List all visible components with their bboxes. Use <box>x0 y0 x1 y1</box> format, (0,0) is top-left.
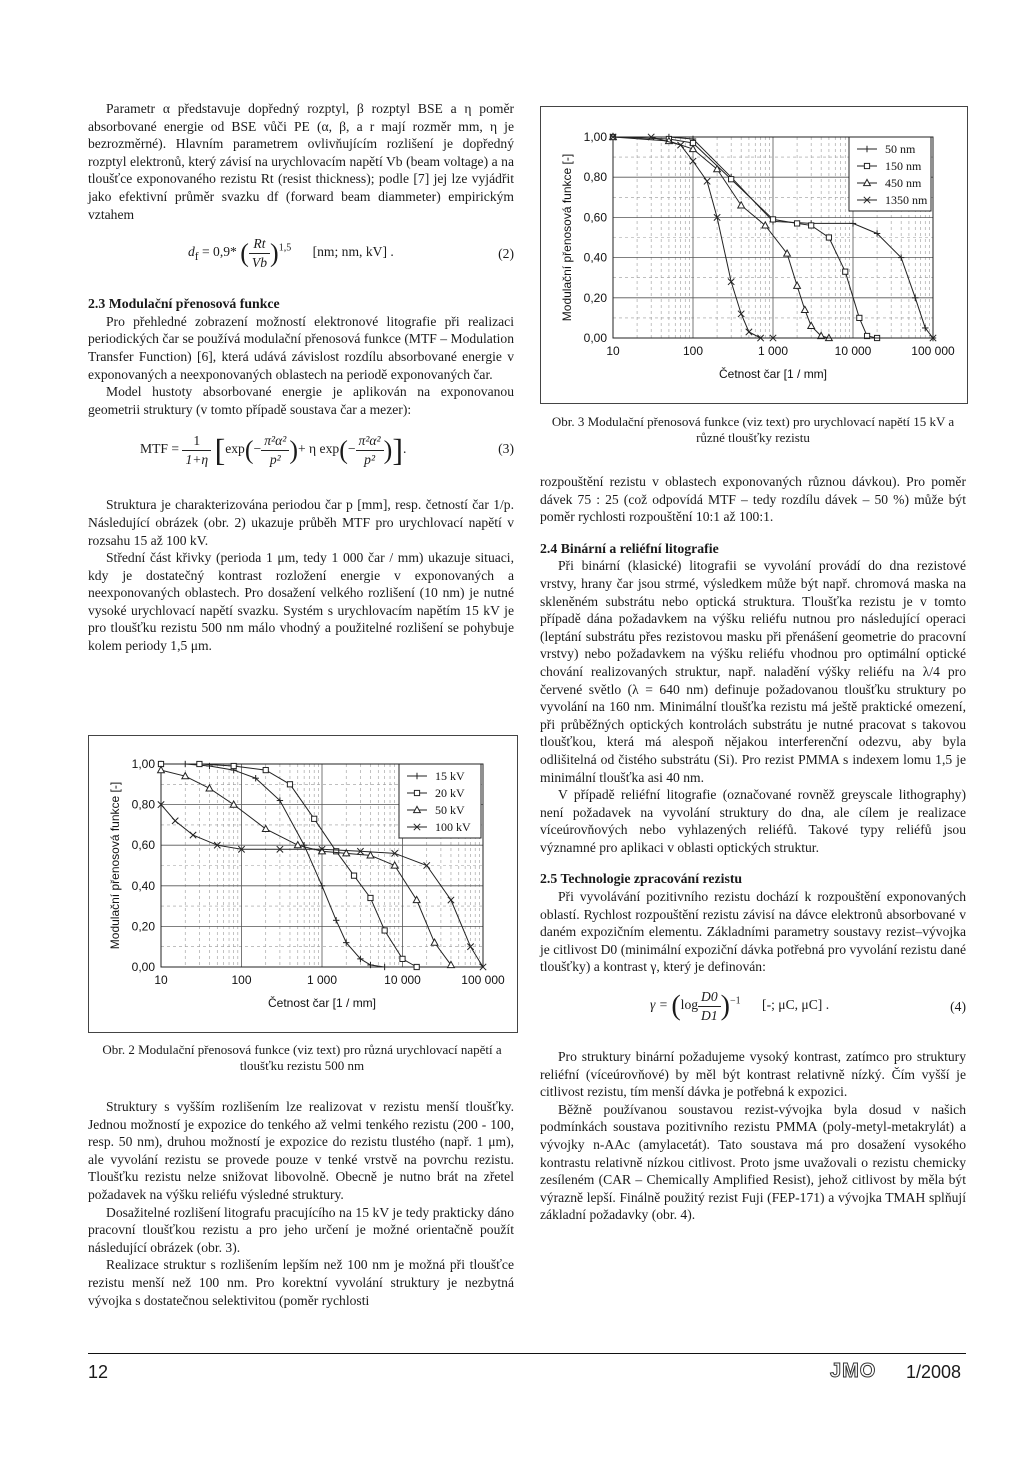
eq4-num: D0 <box>698 988 721 1007</box>
x-tick-label: 10 <box>606 344 620 358</box>
y-tick-label: 0,00 <box>583 331 607 345</box>
y-tick-label: 0,60 <box>583 210 607 225</box>
x-tick-label: 100 000 <box>911 344 955 358</box>
paragraph: Střední část křivky (perioda 1 μm, tedy 1 000 čar / mm) ukazuje situaci, kdy je dostatečný kontrast rozložení energie v exponovaných a neexponovaných oblastech. Pro dosažení velkého rozlišení (10 nm) je nutné vysoké urychlovací napětí svazku. Systém s urychlovacím napětím 15 kV je pro tloušťku rezistu 500 nm málo vhodný a použitelné rozlišení se pohybuje kolem periody 1,5 μm. <box>88 550 514 654</box>
data-point <box>312 816 317 821</box>
paragraph: Pro přehledné zobrazení možností elektronové litografie při realizaci periodických čar se používá modulační přenosová funkce (MTF – Modulation Transfer Function) [6], která udává závislost rozdílu absorbované energie v exponovaných a neexponovaných oblastech na periodě exponovaných čar. <box>88 313 514 382</box>
paragraph: Běžně používanou soustavou rezist-vývojka byla dosud v našich podmínkách soustava pozitivního rezistu PMMA (poly-metyl-metakrylát) a vývojky n-AAc (amylacetát). Tato soustava má pro dosažení vysokého kontrastu relativně nízkou citlivost. Proto jsme uvažovali o rezistu chemicky zesíleném (CAR – Chemically Amplified Resist), jehož citlivost by měla být výrazně lepší. Finálně použitý rezist Fuji (FEP-171) a vývojka TMAH splňují základní požadavky (obr. 4). <box>540 1101 966 1223</box>
eq4-lhs: γ = <box>650 997 668 1013</box>
eq3-plus: + η exp <box>297 441 340 457</box>
legend <box>399 764 481 838</box>
paragraph: Při vyvolávání pozitivního rezistu dochází k rozpouštění exponovaných oblastí. Rychlost rozpouštění rezistu závisí na dávce elektronů absorbované v daném expozičním elementu. Základními parametry soustavy rezist–vývojka je citlivost D0 (minimální expoziční dávka potřebná pro vyvolání rezistu dané tloušťky) a kontrast γ, který je definován: <box>540 889 966 975</box>
eq2-den: Vb <box>251 254 268 270</box>
equation-2: $d_f = 0,9*$ ( $\frac{Rt}{Vb}$ )$^{1,5}$ [nm; nm, kV] . (2) <box>188 236 514 270</box>
data-point <box>826 235 831 240</box>
eq3-frac2-den: p² <box>269 451 281 467</box>
equation-4: γ = (log $\frac{D0}{D1}$ )$^{-1}$ [-; μC, μC] . (4) <box>650 989 966 1023</box>
data-point <box>158 766 165 772</box>
data-point <box>801 306 808 312</box>
eq3-lhs: MTF = <box>140 441 180 457</box>
data-point <box>414 964 419 969</box>
eq3-number: (3) <box>498 441 514 457</box>
y-tick-label: 0,60 <box>131 838 155 853</box>
paragraph: Parametr α představuje dopředný rozptyl, β rozptyl BSE a η poměr absorbované energie od BSE vůči PE (α, β, a r mají rozměr mm, η je bezrozměrné). Hlavním parametrem ovlivňujícím rozlišení je dopředný rozptyl elektronů, který závisí na urychlovacím napětí Vb (beam voltage) a na tloušťce exponovaného rezistu Rt (resist thickness); podle [7] jej lze vyjádřit jako efektivní průměr svazku df (forward beam diammeter) empirickým vztahem <box>88 101 514 222</box>
y-tick-label: 1,00 <box>131 757 155 771</box>
data-point <box>263 767 268 772</box>
eq4-log: log <box>680 997 699 1013</box>
figure-2 <box>88 735 518 1033</box>
data-point <box>294 842 301 848</box>
data-point <box>729 177 734 182</box>
x-tick-label: 10 000 <box>834 344 872 358</box>
eq4-exp: −1 <box>730 995 741 1007</box>
chart-fig3 <box>541 107 967 403</box>
x-tick-label: 1 000 <box>306 973 338 987</box>
eq2-exp: 1,5 <box>278 242 292 254</box>
fig2-caption: Obr. 2 Modulační přenosová funkce (viz text) pro různá urychlovací napětí a tloušťku rezistu 500 nm <box>102 1042 502 1073</box>
x-tick-label: 10 000 <box>384 973 421 987</box>
data-point <box>206 785 213 791</box>
eq2-lhs: d <box>188 244 195 260</box>
y-tick-label: 1,00 <box>583 130 607 144</box>
footer-rule <box>88 1353 966 1354</box>
fig3-caption: Obr. 3 Modulační přenosová funkce (viz text) pro urychlovací napětí 15 kV a různé tloušťky rezistu <box>551 414 955 445</box>
eq2-sub: f <box>194 251 199 264</box>
data-point <box>809 223 814 228</box>
data-point <box>857 315 862 320</box>
data-point <box>287 782 292 787</box>
y-axis-label: Modulační přenosová funkce [-] <box>108 781 122 950</box>
paragraph: Model hustoty absorbované energie je aplikován na exponovanou geometrii struktury (v tomto případě soustava čar a mezer): <box>88 384 514 417</box>
figure-3 <box>540 106 968 404</box>
x-tick-label: 100 <box>682 344 704 358</box>
y-tick-label: 0,80 <box>583 170 607 185</box>
eq4-number: (4) <box>950 999 966 1015</box>
right-column <box>540 473 966 1224</box>
legend-label: 15 kV <box>435 769 465 783</box>
y-tick-label: 0,80 <box>131 797 155 812</box>
legend-label: 50 nm <box>885 142 916 156</box>
eq3-frac3-den: p² <box>364 451 376 467</box>
y-tick-label: 0,40 <box>131 878 155 893</box>
left-column <box>88 100 514 655</box>
journal-logo: JMO <box>830 1360 877 1382</box>
eq2-mid: = 0,9* <box>201 244 237 260</box>
data-point <box>413 896 420 902</box>
x-axis-label: Četnost čar [1 / mm] <box>718 367 828 381</box>
data-point <box>351 873 356 878</box>
eq4-units: [-; μC, μC] . <box>762 997 830 1013</box>
page-number: 12 <box>88 1362 109 1382</box>
data-point <box>231 763 236 768</box>
paragraph: Struktura je charakterizována periodou čar p [mm], resp. četností čar 1/p. Následující obrázek (obr. 2) ukazuje průběh MTF pro urychlovací napětí v rozsahu 15 až 100 kV. <box>88 497 514 548</box>
data-point <box>738 202 745 208</box>
eq4-den: D1 <box>701 1007 718 1023</box>
left-column-lower <box>88 1098 514 1309</box>
data-point <box>762 222 769 228</box>
data-point <box>400 956 405 961</box>
section-heading-2-4: 2.4 Binární a reliéfní litografie <box>540 540 719 556</box>
legend-label: 100 kV <box>435 820 471 834</box>
data-point <box>770 217 775 222</box>
data-point <box>230 801 237 807</box>
section-heading-2-3: 2.3 Modulační přenosová funkce <box>88 296 280 312</box>
issue-number: 1/2008 <box>906 1362 962 1382</box>
equation-3: MTF = $\frac{1}{1+\eta}$ [exp(− $\frac{\text{π²α²}}{\text{p²}}$ )+ η exp(− $\frac{\text{π²α²}}{\text{p²}}$ )]. (3) <box>140 431 514 468</box>
data-point <box>843 269 848 274</box>
y-tick-label: 0,00 <box>131 960 155 974</box>
series-line <box>161 764 385 967</box>
eq2-units: [nm; nm, kV] . <box>312 244 394 260</box>
data-point <box>262 825 269 831</box>
eq3-frac3-num: π²α² <box>356 432 384 451</box>
data-point <box>431 939 438 945</box>
paragraph: V případě reliéfní litografie (označované rovněž greyscale lithography) není požadavek na vyvolání struktury do dna, ale cílem je realizace víceúrovňových nebo vyhlazených reliéfů. Takové typy reliéfů jsou významné pro aplikaci v oblasti optických struktur. <box>540 787 966 855</box>
x-axis-label: Četnost čar [1 / mm] <box>267 996 377 1010</box>
y-axis-label: Modulační přenosová funkce [-] <box>560 153 574 322</box>
legend-label: 450 nm <box>885 176 922 190</box>
eq3-frac1-den: 1+η <box>185 451 209 467</box>
x-tick-label: 1 000 <box>757 344 789 358</box>
paragraph: rozpouštění rezistu v oblastech exponovaných různou dávkou). Pro poměr dávek 75 : 25 (což odpovídá MTF – tedy rozdílu dávek – 50 %) může být poměr rychlosti rozpouštění 10:1 až 100:1. <box>540 474 966 525</box>
legend <box>849 137 931 211</box>
eq2-number: (2) <box>498 246 514 262</box>
legend-label: 1350 nm <box>885 193 928 207</box>
data-point <box>197 761 202 766</box>
eq3-frac2-num: π²α² <box>261 432 289 451</box>
y-tick-label: 0,20 <box>131 919 155 934</box>
legend-label: 50 kV <box>435 803 465 817</box>
data-point <box>382 928 387 933</box>
x-tick-label: 10 <box>154 973 168 987</box>
data-point <box>414 790 419 795</box>
legend-label: 20 kV <box>435 786 465 800</box>
data-point <box>794 221 799 226</box>
data-point <box>808 322 815 328</box>
eq3-exp: exp <box>225 441 245 457</box>
paragraph: Při binární (klasické) litografii se vyvolání provádí do dna rezistové vrstvy, hrany čar jsou strmé, výsledkem může být např. chromová maska na skleněném substrátu nebo optická struktura. Tloušťka rezistu je v tomto případě dána požadavkem na výšku reliéfu nutnou pro následující operaci (leptání substrátu přes rezistovou masku při přenášení geometrie do pracovní vrstvy) nebo požadavkem na výšku reliéfu vhodnou pro optimální optické chování realizovaných struktur, např. naladění výšky reliéfu na λ/4 pro červené světlo (λ = 640 nm) definuje požadovanou tloušťku struktury po vyvolání na 160 nm. Minimální tloušťka rezistu má ještě praktické omezení, při průběžných optických kontrolách substrátu je nutné pracovat s takovou tloušťkou, která má alespoň nějakou interferenční odezvu, aby byla odlišitelná od čistého substrátu (Si). Pro rezist PMMA s indexem lomu 1,5 je minimální tloušťka asi 40 nm. <box>540 558 966 785</box>
legend-label: 150 nm <box>885 159 922 173</box>
section-heading-2-5: 2.5 Technologie zpracování rezistu <box>540 871 743 887</box>
paragraph: Realizace struktur s rozlišením lepším než 100 nm je možná při tloušťce rezistu menší než 100 nm. Pro korektní vyvolání struktury je nezbytná vývojka s dostatečnou selektivitou (poměr rychlosti <box>88 1257 514 1308</box>
paragraph: Struktury s vyšším rozlišením lze realizovat v rezistu menší tloušťky. Jednou možností je expozice do tenkého až velmi tenkého rezistu (200 - 100, resp. 50 nm), druhou možností je expozice do rezistu tlustého (např. 1 μm), ale vyvolání rezistu se provede pouze v tenké vrstvě na povrchu rezistu. Tloušťku rezistu nelze snižovat libovolně. Obecně je nutno brát na zřetel požadavek na výšku reliéfu výsledné struktury. <box>88 1099 514 1202</box>
paragraph: Pro struktury binární požadujeme vysoký kontrast, zatímco pro struktury reliéfní (víceúrovňové) by měl být kontrast relativně nízký. Čím vyšší je citlivost rezistu, tím menší dávka je potřebná k expozici. <box>540 1049 966 1100</box>
x-tick-label: 100 000 <box>461 973 505 987</box>
y-tick-label: 0,20 <box>583 290 607 305</box>
x-tick-label: 100 <box>231 973 252 987</box>
eq3-frac1-num: 1 <box>182 432 211 451</box>
eq2-num: Rt <box>249 235 270 254</box>
y-tick-label: 0,40 <box>583 250 607 265</box>
data-point <box>368 895 373 900</box>
data-point <box>864 163 869 168</box>
paragraph: Dosažitelné rozlišení litografu pracujícího na 15 kV je tedy prakticky dáno pracovní tloušťkou rezistu a pro jeho určení je možné orientačně použít následující obrázek (obr. 3). <box>88 1204 514 1255</box>
data-point <box>794 282 801 288</box>
chart-fig2 <box>89 736 517 1032</box>
